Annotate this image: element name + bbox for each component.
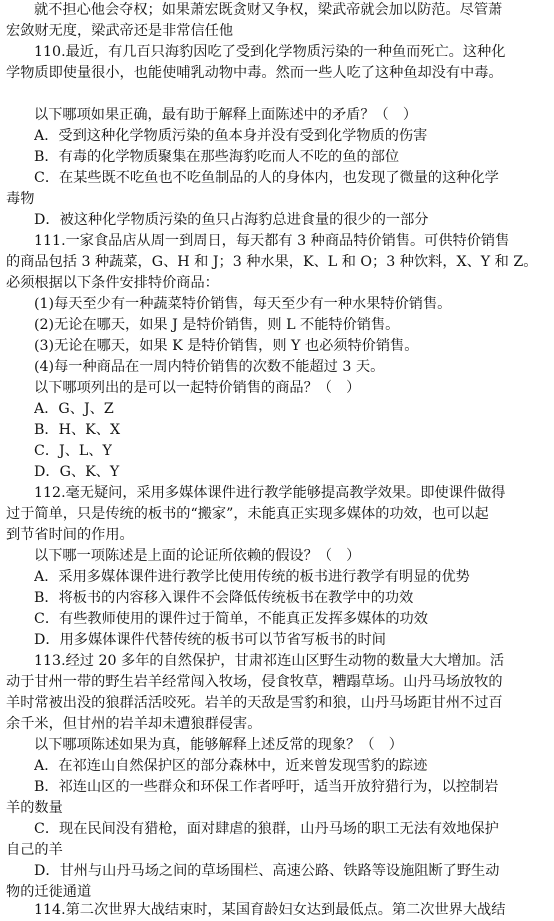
option-b: B．H、K、X bbox=[34, 422, 121, 438]
option-c: C．J、L、Y bbox=[34, 443, 112, 459]
option-c-cont: 自己的羊 bbox=[6, 842, 63, 858]
text-line: 过于简单，只是传统的板书的“搬家”，未能真正实现多媒体的功效，也可以起 bbox=[6, 506, 489, 522]
option-a: A．G、J、Z bbox=[34, 401, 114, 417]
question-prompt: 以下哪项如果正确，最有助于解释上面陈述中的矛盾？（ ） bbox=[34, 107, 418, 123]
option-d: D．用多媒体课件代替传统的板书可以节省写板书的时间 bbox=[34, 632, 386, 648]
question-114-line: 114.第二次世界大战结束时，某国育龄妇女达到最低点。第二次世界大战结 bbox=[34, 902, 506, 918]
text-line: 到节省时间的作用。 bbox=[6, 527, 134, 543]
question-110-line: 110.最近，有几百只海豹因吃了受到化学物质污染的一种鱼而死亡。这种化 bbox=[34, 44, 506, 60]
text-line: 羊时常被出没的狼群活活咬死。岩羊的天敌是雪豹和狼，山丹马场距甘州不过百 bbox=[6, 695, 503, 711]
option-d-cont: 物的迁徙通道 bbox=[6, 884, 92, 900]
question-112-line: 112.毫无疑问，采用多媒体课件进行教学能够提高教学效果。即使课件做得 bbox=[34, 485, 506, 501]
text-line: 就不担心他会夺权；如果萧宏既贪财又争权，梁武帝就会加以防范。尽管萧 bbox=[34, 2, 503, 18]
option-b: B．祁连山区的一些群众和环保工作者呼吁，适当开放狩猎行为，以控制岩 bbox=[34, 779, 499, 795]
text-line: 学物质即使量很小，也能使哺乳动物中毒。然而一些人吃了这种鱼却没有中毒。 bbox=[6, 65, 503, 81]
question-111-line: 111.一家食品店从周一到周日，每天都有 3 种商品特价销售。可供特价销售 bbox=[34, 233, 510, 249]
option-b: B．有毒的化学物质聚集在那些海豹吃而人不吃的鱼的部位 bbox=[34, 149, 400, 165]
condition-2: (2)无论在哪天，如果 J 是特价销售，则 L 不能特价销售。 bbox=[34, 317, 400, 333]
text-line: 宏敛财无度，梁武帝还是非常信任他 bbox=[6, 23, 234, 39]
option-d: D．甘州与山丹马场之间的草场围栏、高速公路、铁路等设施阻断了野生动 bbox=[34, 863, 500, 879]
text-line: 余千米，但甘州的岩羊却未遭狼群侵害。 bbox=[6, 716, 262, 732]
text-line: 动于甘州一带的野生岩羊经常闯入牧场，侵食牧草，糟蹋草场。山丹马场放牧的 bbox=[6, 674, 503, 690]
option-b: B．将板书的内容移入课件不会降低传统板书在教学中的功效 bbox=[34, 590, 414, 606]
question-prompt: 以下哪一项陈述是上面的论证所依赖的假设？（ ） bbox=[34, 548, 361, 564]
question-113-line: 113.经过 20 多年的自然保护，甘肃祁连山区野生动物的数量大大增加。活 bbox=[34, 653, 505, 669]
condition-4: (4)每一种商品在一周内特价销售的次数不能超过 3 天。 bbox=[34, 359, 385, 375]
option-a: A．在祁连山自然保护区的部分森林中，近来曾发现雪豹的踪迹 bbox=[34, 758, 428, 774]
question-prompt: 以下哪项列出的是可以一起特价销售的商品？（ ） bbox=[34, 380, 361, 396]
question-prompt: 以下哪项陈述如果为真，能够解释上述反常的现象？（ ） bbox=[34, 737, 403, 753]
option-a: A．采用多媒体课件进行教学比使用传统的板书进行教学有明显的优势 bbox=[34, 569, 470, 585]
option-c: C．有些教师使用的课件过于简单，不能真正发挥多媒体的功效 bbox=[34, 611, 428, 627]
text-line: 必须根据以下条件安排特价商品： bbox=[6, 275, 219, 291]
option-d: D．G、K、Y bbox=[34, 464, 120, 480]
option-c: C．在某些既不吃鱼也不吃鱼制品的人的身体内，也发现了微量的这种化学 bbox=[34, 170, 499, 186]
option-c-cont: 毒物 bbox=[6, 191, 35, 207]
condition-1: (1)每天至少有一种蔬菜特价销售，每天至少有一种水果特价销售。 bbox=[34, 296, 452, 312]
option-d: D．被这种化学物质污染的鱼只占海豹总进食量的很少的一部分 bbox=[34, 212, 429, 228]
text-line: 的商品包括 3 种蔬菜，G、H 和 J；3 种水果，K、L 和 O；3 种饮料，X、Y 和 Z。 bbox=[6, 254, 538, 270]
condition-3: (3)无论在哪天，如果 K 是特价销售，则 Y 也必须特价销售。 bbox=[34, 338, 419, 354]
option-c: C．现在民间没有猎枪，面对肆虐的狼群，山丹马场的职工无法有效地保护 bbox=[34, 821, 499, 837]
option-a: A．受到这种化学物质污染的鱼本身并没有受到化学物质的伤害 bbox=[34, 128, 428, 144]
option-b-cont: 羊的数量 bbox=[6, 800, 63, 816]
